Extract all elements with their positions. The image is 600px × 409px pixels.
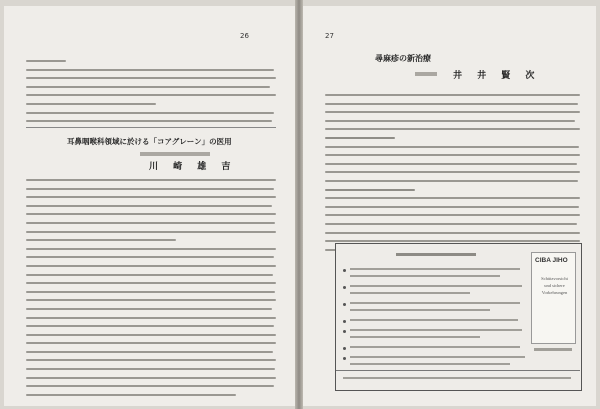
ad-list-item-continued — [343, 336, 480, 340]
ad-footer-divider — [336, 370, 580, 371]
book-gutter — [295, 0, 303, 409]
product-card-image — [531, 252, 576, 344]
left-page — [4, 6, 295, 406]
ad-list-item-continued — [343, 309, 490, 313]
page-number: 26 — [240, 32, 249, 40]
intro-text-block — [26, 60, 276, 129]
author-affiliation — [415, 72, 437, 76]
page-number: 27 — [325, 32, 334, 40]
advertisement-box — [335, 243, 582, 391]
ad-list-item — [343, 285, 522, 289]
product-name: Schützvorsicht und sichere Vorkehrungen — [541, 276, 568, 295]
ad-list-item-continued — [343, 363, 510, 367]
right-page — [303, 6, 596, 406]
ad-list-item — [343, 268, 520, 272]
ad-list-item — [343, 356, 525, 360]
ad-list-item — [343, 329, 522, 333]
ad-list-item — [343, 346, 520, 350]
ad-heading — [396, 253, 476, 256]
ad-list-item-continued — [343, 292, 470, 296]
product-brand: CIBA JIHO — [535, 257, 568, 264]
ad-footer-note — [343, 377, 571, 379]
section-divider — [26, 127, 276, 128]
author-name: 井 井 賢 次 — [453, 71, 541, 81]
author-affiliation — [140, 152, 210, 156]
article-body — [325, 94, 580, 257]
product-caption — [534, 348, 572, 351]
article-title: 尋麻疹の新治療 — [375, 54, 431, 63]
ad-list-item — [343, 302, 520, 306]
author-name: 川 崎 雄 吉 — [149, 162, 237, 172]
article-body — [26, 179, 276, 402]
ad-list-item-continued — [343, 275, 500, 279]
article-title: 耳鼻咽喉科領域に於ける「コアグレーン」の医用 — [67, 137, 232, 146]
ad-list-item — [343, 319, 518, 323]
